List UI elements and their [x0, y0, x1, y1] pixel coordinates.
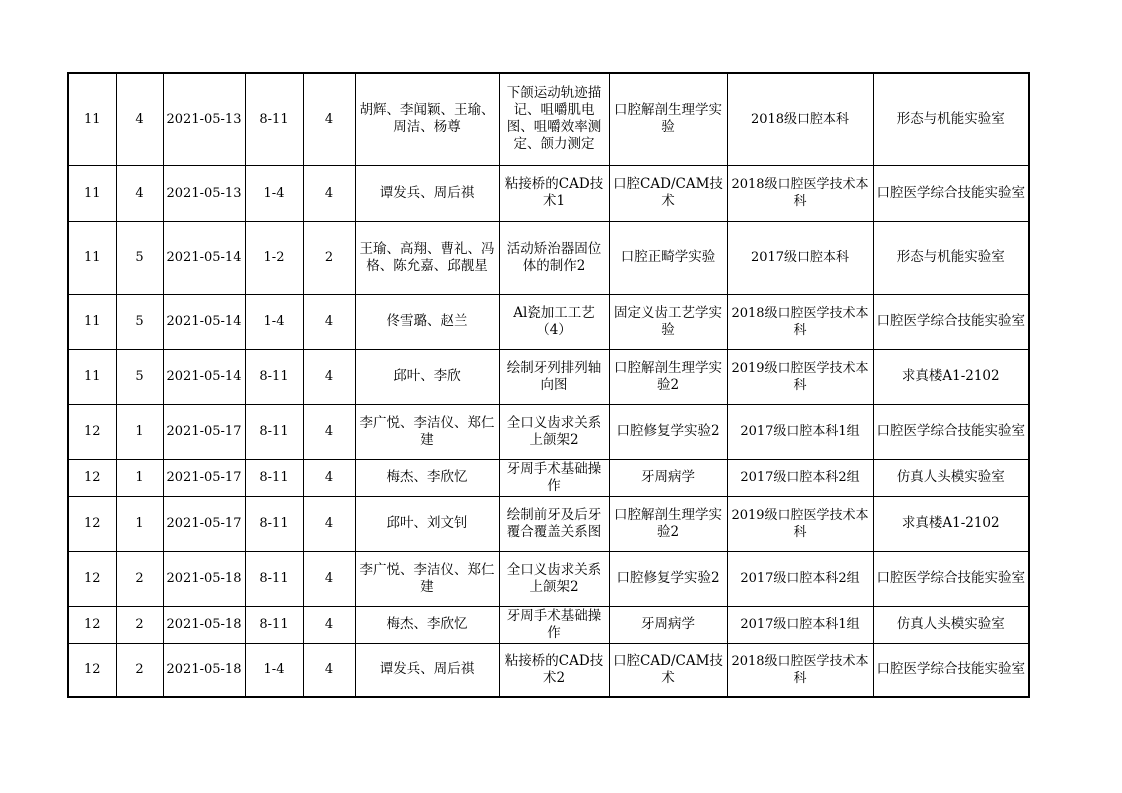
date-cell: 2021-05-17 [163, 459, 245, 496]
period-cell: 8-11 [245, 404, 303, 459]
hours-cell: 2 [303, 221, 355, 294]
date-cell: 2021-05-13 [163, 165, 245, 221]
table-row [68, 165, 1029, 221]
teachers-cell: 谭发兵、周后祺 [355, 643, 499, 697]
content-cell: 牙周手术基础操作 [499, 459, 609, 496]
content-cell: 全口义齿求关系上颌架2 [499, 404, 609, 459]
weekday-cell: 4 [116, 165, 163, 221]
course-cell: 口腔CAD/CAM技术 [609, 165, 727, 221]
hours-cell: 4 [303, 606, 355, 643]
date-cell: 2021-05-14 [163, 294, 245, 349]
hours-cell: 4 [303, 496, 355, 551]
schedule-table [67, 72, 1030, 698]
table-row [68, 643, 1029, 697]
week-cell: 12 [68, 643, 116, 697]
location-cell: 口腔医学综合技能实验室 [873, 294, 1029, 349]
class-cell: 2018级口腔本科 [727, 73, 873, 165]
teachers-cell: 胡辉、李闻颖、王瑜、周洁、杨尊 [355, 73, 499, 165]
week-cell: 12 [68, 459, 116, 496]
class-cell: 2018级口腔医学技术本科 [727, 294, 873, 349]
hours-cell: 4 [303, 404, 355, 459]
location-cell: 口腔医学综合技能实验室 [873, 643, 1029, 697]
table-row [68, 459, 1029, 496]
week-cell: 11 [68, 349, 116, 404]
location-cell: 仿真人头模实验室 [873, 606, 1029, 643]
week-cell: 12 [68, 496, 116, 551]
period-cell: 8-11 [245, 349, 303, 404]
table-row [68, 551, 1029, 606]
table-row [68, 73, 1029, 165]
course-cell: 牙周病学 [609, 459, 727, 496]
class-cell: 2018级口腔医学技术本科 [727, 165, 873, 221]
weekday-cell: 1 [116, 459, 163, 496]
table-row [68, 349, 1029, 404]
date-cell: 2021-05-14 [163, 349, 245, 404]
table-row [68, 294, 1029, 349]
hours-cell: 4 [303, 643, 355, 697]
class-cell: 2019级口腔医学技术本科 [727, 496, 873, 551]
class-cell: 2017级口腔本科1组 [727, 404, 873, 459]
weekday-cell: 1 [116, 496, 163, 551]
location-cell: 仿真人头模实验室 [873, 459, 1029, 496]
date-cell: 2021-05-18 [163, 551, 245, 606]
location-cell: 口腔医学综合技能实验室 [873, 165, 1029, 221]
week-cell: 11 [68, 73, 116, 165]
hours-cell: 4 [303, 349, 355, 404]
hours-cell: 4 [303, 551, 355, 606]
teachers-cell: 佟雪璐、赵兰 [355, 294, 499, 349]
weekday-cell: 1 [116, 404, 163, 459]
period-cell: 1-4 [245, 294, 303, 349]
date-cell: 2021-05-14 [163, 221, 245, 294]
week-cell: 11 [68, 221, 116, 294]
period-cell: 1-4 [245, 643, 303, 697]
period-cell: 8-11 [245, 606, 303, 643]
course-cell: 口腔修复学实验2 [609, 551, 727, 606]
content-cell: 粘接桥的CAD技术1 [499, 165, 609, 221]
table-row [68, 496, 1029, 551]
class-cell: 2017级口腔本科2组 [727, 551, 873, 606]
date-cell: 2021-05-18 [163, 606, 245, 643]
weekday-cell: 2 [116, 606, 163, 643]
teachers-cell: 王瑜、高翔、曹礼、冯格、陈允嘉、邱靓星 [355, 221, 499, 294]
hours-cell: 4 [303, 294, 355, 349]
content-cell: 粘接桥的CAD技术2 [499, 643, 609, 697]
weekday-cell: 5 [116, 349, 163, 404]
period-cell: 8-11 [245, 73, 303, 165]
location-cell: 形态与机能实验室 [873, 73, 1029, 165]
date-cell: 2021-05-13 [163, 73, 245, 165]
teachers-cell: 李广悦、李洁仪、郑仁建 [355, 404, 499, 459]
weekday-cell: 5 [116, 221, 163, 294]
date-cell: 2021-05-17 [163, 496, 245, 551]
content-cell: Al瓷加工工艺（4） [499, 294, 609, 349]
hours-cell: 4 [303, 73, 355, 165]
schedule-body [68, 73, 1029, 697]
class-cell: 2017级口腔本科 [727, 221, 873, 294]
class-cell: 2019级口腔医学技术本科 [727, 349, 873, 404]
content-cell: 牙周手术基础操作 [499, 606, 609, 643]
class-cell: 2017级口腔本科2组 [727, 459, 873, 496]
week-cell: 11 [68, 165, 116, 221]
location-cell: 求真楼A1-2102 [873, 349, 1029, 404]
course-cell: 口腔修复学实验2 [609, 404, 727, 459]
weekday-cell: 5 [116, 294, 163, 349]
course-cell: 口腔解剖生理学实验 [609, 73, 727, 165]
content-cell: 绘制前牙及后牙覆合覆盖关系图 [499, 496, 609, 551]
location-cell: 求真楼A1-2102 [873, 496, 1029, 551]
period-cell: 1-4 [245, 165, 303, 221]
course-cell: 牙周病学 [609, 606, 727, 643]
class-cell: 2017级口腔本科1组 [727, 606, 873, 643]
teachers-cell: 邱叶、李欣 [355, 349, 499, 404]
teachers-cell: 梅杰、李欣忆 [355, 606, 499, 643]
class-cell: 2018级口腔医学技术本科 [727, 643, 873, 697]
content-cell: 全口义齿求关系上颌架2 [499, 551, 609, 606]
hours-cell: 4 [303, 165, 355, 221]
teachers-cell: 邱叶、刘文钊 [355, 496, 499, 551]
content-cell: 下颌运动轨迹描记、咀嚼肌电图、咀嚼效率测定、颌力测定 [499, 73, 609, 165]
week-cell: 11 [68, 294, 116, 349]
teachers-cell: 谭发兵、周后祺 [355, 165, 499, 221]
period-cell: 8-11 [245, 459, 303, 496]
course-cell: 固定义齿工艺学实验 [609, 294, 727, 349]
location-cell: 口腔医学综合技能实验室 [873, 404, 1029, 459]
week-cell: 12 [68, 606, 116, 643]
course-cell: 口腔正畸学实验 [609, 221, 727, 294]
table-row [68, 606, 1029, 643]
location-cell: 形态与机能实验室 [873, 221, 1029, 294]
location-cell: 口腔医学综合技能实验室 [873, 551, 1029, 606]
course-cell: 口腔解剖生理学实验2 [609, 349, 727, 404]
week-cell: 12 [68, 551, 116, 606]
date-cell: 2021-05-18 [163, 643, 245, 697]
table-row [68, 221, 1029, 294]
weekday-cell: 2 [116, 551, 163, 606]
table-row [68, 404, 1029, 459]
teachers-cell: 李广悦、李洁仪、郑仁建 [355, 551, 499, 606]
date-cell: 2021-05-17 [163, 404, 245, 459]
content-cell: 绘制牙列排列轴向图 [499, 349, 609, 404]
period-cell: 8-11 [245, 551, 303, 606]
hours-cell: 4 [303, 459, 355, 496]
period-cell: 1-2 [245, 221, 303, 294]
week-cell: 12 [68, 404, 116, 459]
content-cell: 活动矫治器固位体的制作2 [499, 221, 609, 294]
teachers-cell: 梅杰、李欣忆 [355, 459, 499, 496]
weekday-cell: 4 [116, 73, 163, 165]
weekday-cell: 2 [116, 643, 163, 697]
course-cell: 口腔解剖生理学实验2 [609, 496, 727, 551]
course-cell: 口腔CAD/CAM技术 [609, 643, 727, 697]
period-cell: 8-11 [245, 496, 303, 551]
